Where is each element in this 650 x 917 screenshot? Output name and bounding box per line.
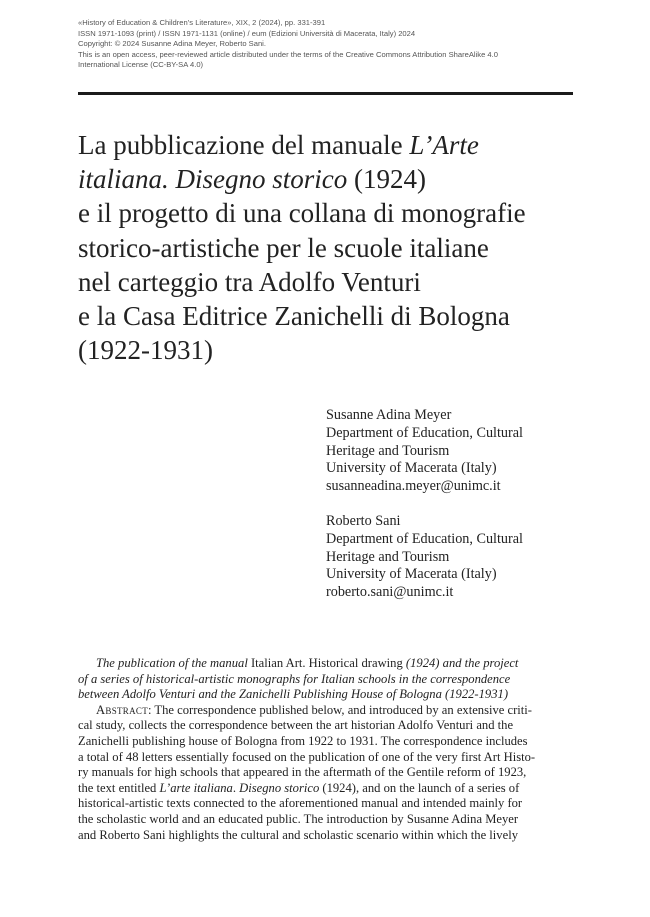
abstract-line-3: Zanichelli publishing house of Bologna from 1922 to 1931. The correspondence includes (78, 733, 528, 748)
author-name: Roberto Sani (326, 512, 401, 529)
author-department-cont: Heritage and Tourism (326, 548, 450, 565)
author-email[interactable]: susanneadina.meyer@unimc.it (326, 478, 501, 495)
abstract-italic: L’arte italiana (159, 780, 233, 795)
abstract-line-8: the scholastic world and an educated public. The introduction by Susanne Adina Meyer (78, 811, 519, 826)
abstract-line-7: historical-artistic texts connected to the aforementioned manual and intended mainly for (78, 796, 523, 811)
author-sani (326, 513, 576, 602)
header-issn: ISSN 1971-1093 (print) / ISSN 1971-1131 (online) / eum (Edizioni Università di Macerata, Italy) 2024 (78, 28, 416, 38)
author-meyer (326, 407, 576, 496)
author-name: Susanne Adina Meyer (326, 407, 452, 423)
author-block (326, 407, 576, 619)
title-text: (1924) (347, 164, 426, 195)
title-line-4: storico-artistiche per le scuole italiane (78, 232, 489, 263)
title-line-6: e la Casa Editrice Zanichelli di Bologna (78, 301, 510, 332)
title-line-7: (1922-1931) (78, 335, 213, 366)
english-title-line-1 (78, 656, 574, 672)
abstract-section (78, 656, 574, 843)
english-title-roman: Italian Art. Historical drawing (247, 656, 406, 670)
abstract-line-2: cal study, collects the correspondence between the art historian Adolfo Venturi and the (78, 718, 514, 733)
header-license: This is an open access, peer-reviewed article distributed under the terms of the Creative Commons Attribution ShareAlike 4.0 (78, 49, 498, 59)
author-university: University of Macerata (Italy) (326, 460, 497, 477)
abstract-text: (1924), and on the launch of a series of (319, 780, 520, 795)
abstract-italic: Disegno storico (239, 780, 320, 795)
title-italic: italiana. Disegno storico (78, 164, 348, 195)
author-department: Department of Education, Cultural (326, 530, 523, 547)
title-line-3: e il progetto di una collana di monografie (78, 198, 526, 229)
abstract-line-5: ry manuals for high schools that appeared in the aftermath of the Gentile reform of 1923, (78, 765, 527, 780)
abstract-line-6 (78, 781, 574, 797)
title-line-1 (78, 128, 578, 162)
title-line-5: nel carteggio tra Adolfo Venturi (78, 266, 421, 297)
english-title-line-2: of a series of historical-artistic monographs for Italian schools in the correspondence (78, 671, 511, 686)
header-citation: «History of Education & Children’s Literature», XIX, 2 (2024), pp. 331-391 (78, 18, 326, 27)
author-university: University of Macerata (Italy) (326, 566, 497, 583)
journal-header (78, 18, 578, 71)
author-email[interactable]: roberto.sani@unimc.it (326, 584, 454, 601)
abstract-text: the text entitled (78, 780, 160, 795)
header-license-cont: International License (CC-BY-SA 4.0) (78, 60, 204, 70)
title-line-2 (78, 162, 578, 196)
article-title (78, 128, 578, 367)
header-rule (78, 92, 573, 95)
abstract-label: Abstract (96, 702, 149, 717)
title-italic: L’Arte (409, 130, 479, 160)
title-text: La pubblicazione del manuale (78, 130, 410, 160)
author-department-cont: Heritage and Tourism (326, 442, 450, 459)
header-copyright: Copyright: © 2024 Susanne Adina Meyer, Roberto Sani. (78, 39, 266, 49)
abstract-line-9: and Roberto Sani highlights the cultural and scholastic scenario within which the lively (78, 827, 518, 842)
abstract-text: . (232, 780, 240, 795)
english-title-line-3: between Adolfo Venturi and the Zanichelli Publishing House of Bologna (1922-1931) (78, 687, 509, 702)
english-title-italic: The publication of the manual (96, 656, 248, 670)
abstract-text: : The correspondence published below, and introduced by an extensive criti- (148, 702, 533, 717)
abstract-line-4: a total of 48 letters essentially focused on the publication of one of the very first Art Histo- (78, 749, 536, 764)
english-title-italic: (1924) and the project (405, 656, 519, 670)
author-department: Department of Education, Cultural (326, 424, 523, 441)
abstract-line-1 (78, 703, 574, 719)
